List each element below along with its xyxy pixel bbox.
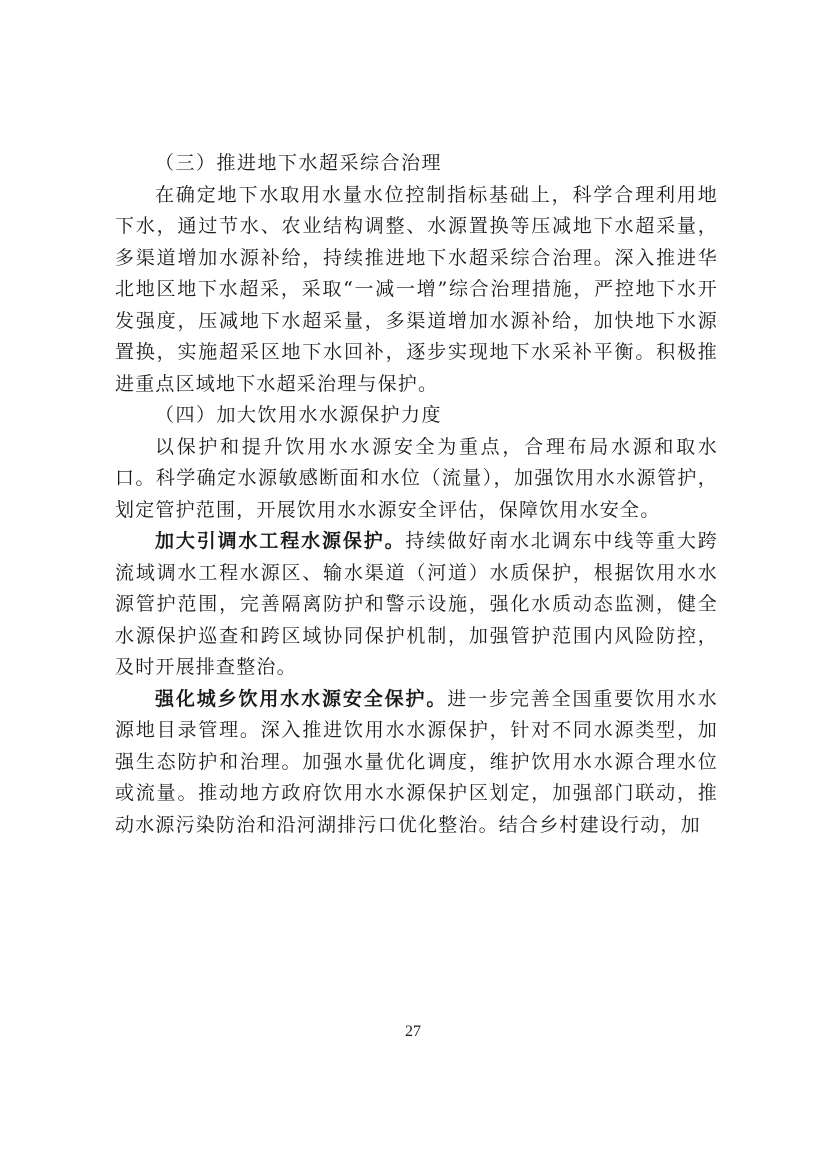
section-heading-3: （三）推进地下水超采综合治理 (155, 152, 443, 174)
paragraph-lead: 强化城乡饮用水水源安全保护。 (155, 687, 448, 710)
paragraph (115, 432, 718, 527)
paragraph (115, 180, 718, 401)
paragraph-text: 持续做好南水北调东中线等重大跨流域调水工程水源区、输水渠道（河道）水质保护，根据饮用水水源管护范围，完善隔离防护和警示设施，强化水质动态监测，健全水源保护巡查和跨区域协同保护机制，加强管护范围内风险防控，及时开展排查整治。 (115, 530, 718, 678)
paragraph-text: 进一步完善全国重要饮用水水源地目录管理。深入推进饮用水水源保护，针对不同水源类型，加强生态防护和治理。加强水量优化调度，维护饮用水水源合理水位或流量。推动地方政府饮用水水源保护区划定，加强部门联动，推动水源污染防治和沿河湖排污口优化整治。结合乡村建设行动，加 (115, 687, 718, 836)
paragraph-text: 在确定地下水取用水量水位控制指标基础上，科学合理利用地下水，通过节水、农业结构调整、水源置换等压减地下水超采量，多渠道增加水源补给，持续推进地下水超采综合治理。深入推进华北地区地下水超采，采取“一减一增”综合治理措施，严控地下水开发强度，压减地下水超采量，多渠道增加水源补给，加快地下水源置换，实施超采区地下水回补，逐步实现地下水采补平衡。积极推进重点区域地下水超采治理与保护。 (115, 183, 718, 395)
section-heading-4: （四）加大饮用水水源保护力度 (155, 404, 443, 426)
paragraph-lead: 加大引调水工程水源保护。 (155, 530, 406, 552)
page-number: 27 (405, 1023, 421, 1040)
paragraph-text: 以保护和提升饮用水水源安全为重点，合理布局水源和取水口。科学确定水源敏感断面和水位（流量），加强饮用水水源管护，划定管护范围，开展饮用水水源安全评估，保障饮用水安全。 (115, 435, 718, 521)
page-body (115, 148, 718, 841)
paragraph (115, 526, 718, 684)
paragraph (115, 684, 718, 842)
